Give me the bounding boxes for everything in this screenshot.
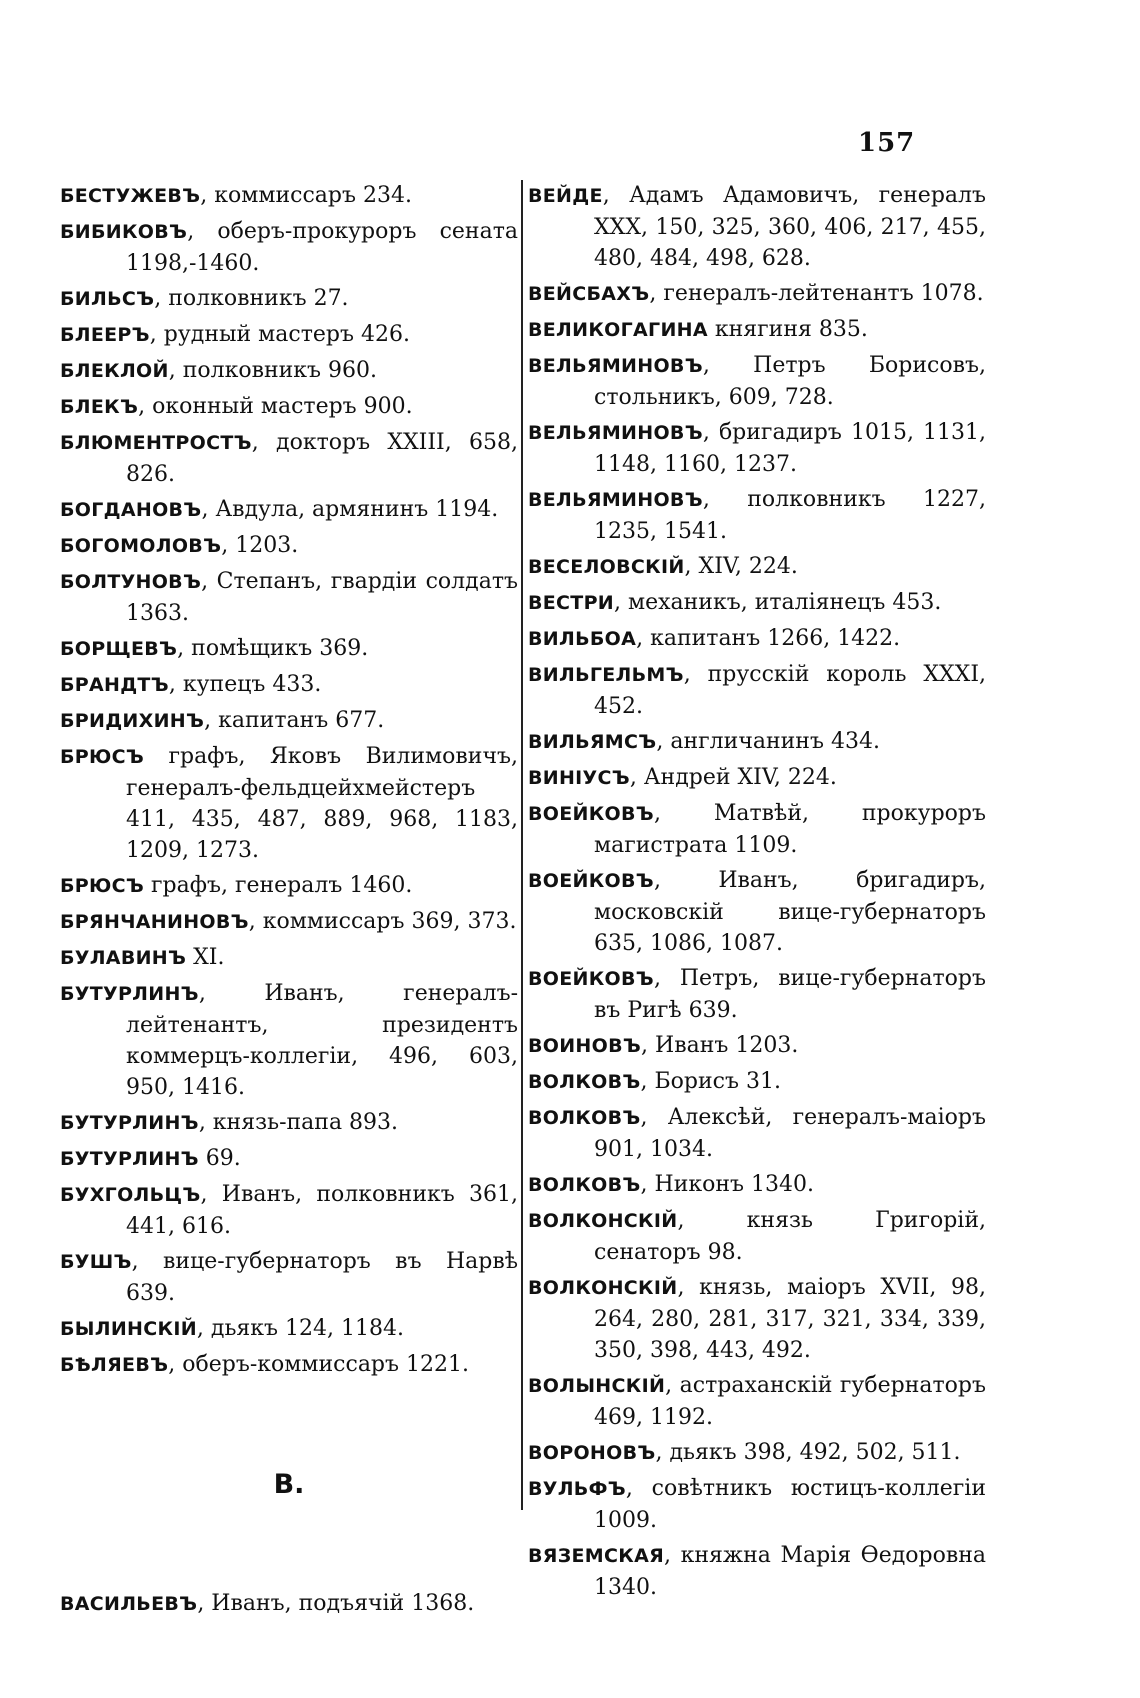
index-entry <box>528 798 986 861</box>
entry-details: , прусскій король XXXI, 452. <box>594 662 986 719</box>
index-entry <box>528 1205 986 1268</box>
entry-details: , докторъ XXIII, 658, 826. <box>126 430 518 487</box>
entry-headword: БЫЛИНСКІЙ <box>60 1318 197 1340</box>
entry-details: , Борисъ 31. <box>640 1069 781 1094</box>
index-entry <box>528 623 986 655</box>
index-entry <box>528 278 986 310</box>
entry-headword: БУТУРЛИНЪ <box>60 1148 199 1170</box>
entry-headword: ВОЕЙКОВЪ <box>528 803 654 825</box>
entry-headword: БЛЕЕРЪ <box>60 324 150 346</box>
index-entry <box>60 1179 518 1242</box>
index-entry <box>60 906 518 938</box>
entry-details: , полковникъ 27. <box>154 286 349 311</box>
index-entry <box>60 1246 518 1309</box>
entry-details: , бригадиръ 1015, 1131, 1148, 1160, 1237. <box>594 420 986 477</box>
left-column <box>60 180 518 1624</box>
index-entry <box>60 216 518 279</box>
index-entry <box>528 1066 986 1098</box>
entry-headword: ВИЛЬГЕЛЬМЪ <box>528 664 684 686</box>
entry-details: , Петръ Борисовъ, стольникъ, 609, 728. <box>594 353 986 410</box>
entry-details: , коммиссаръ 369, 373. <box>248 909 517 934</box>
entry-headword: ВЕСЕЛОВСКІЙ <box>528 556 685 578</box>
entry-details: , Иванъ 1203. <box>641 1033 799 1058</box>
section-v-entries <box>60 1588 518 1620</box>
index-entry <box>60 870 518 902</box>
entry-headword: БѢЛЯЕВЪ <box>60 1354 169 1376</box>
entry-details: , коммиссаръ 234. <box>200 183 412 208</box>
entry-details: , Иванъ, подъячій 1368. <box>197 1591 475 1616</box>
index-entry <box>528 1169 986 1201</box>
entry-headword: ВОЛЫНСКІЙ <box>528 1375 666 1397</box>
entry-headword: ВЕЙДЕ <box>528 185 603 207</box>
index-entry <box>528 1030 986 1062</box>
right-column <box>528 180 986 1607</box>
entry-headword: ВЕЙСБАХЪ <box>528 283 650 305</box>
index-entry <box>60 391 518 423</box>
entry-details: , оконный мастеръ 900. <box>138 394 413 419</box>
index-entry <box>528 659 986 722</box>
index-entry <box>60 942 518 974</box>
entry-headword: ВОЛКОВЪ <box>528 1071 641 1093</box>
index-entry <box>60 978 518 1103</box>
entry-headword: БУХГОЛЬЦЪ <box>60 1184 201 1206</box>
entry-headword: ВЕЛИКОГАГИНА <box>528 319 708 341</box>
index-entry <box>60 633 518 665</box>
entry-headword: ВОЕЙКОВЪ <box>528 870 654 892</box>
entry-details: , Степанъ, гвардіи солдатъ 1363. <box>126 569 518 626</box>
entry-headword: ВОЕЙКОВЪ <box>528 968 654 990</box>
entry-details: , купецъ 433. <box>168 672 322 697</box>
entry-headword: БИБИКОВЪ <box>60 221 188 243</box>
entry-details: , князь Григорій, сенаторъ 98. <box>594 1208 986 1265</box>
entry-details: , рудный мастеръ 426. <box>149 322 410 347</box>
entry-headword: БЕСТУЖЕВЪ <box>60 185 201 207</box>
index-entry <box>60 1107 518 1139</box>
index-entry <box>528 762 986 794</box>
entry-headword: БОГОМОЛОВЪ <box>60 535 222 557</box>
right-entries <box>528 180 986 1603</box>
entry-details: , Андрей XIV, 224. <box>629 765 837 790</box>
entry-headword: БОГДАНОВЪ <box>60 499 202 521</box>
entry-headword: ВИЛЬЯМСЪ <box>528 731 657 753</box>
entry-headword: БЛЕКЪ <box>60 396 139 418</box>
index-entry <box>60 530 518 562</box>
index-entry <box>60 705 518 737</box>
entry-details: , совѣтникъ юстицъ-коллегіи 1009. <box>594 1476 986 1533</box>
entry-headword: ВЕЛЬЯМИНОВЪ <box>528 355 703 377</box>
entry-headword: БЛЮМЕНТРОСТЪ <box>60 432 252 454</box>
index-entry <box>528 1102 986 1165</box>
entry-headword: ВОЛКОВЪ <box>528 1107 641 1129</box>
entry-details: 69. <box>198 1146 241 1171</box>
entry-headword: БОРЩЕВЪ <box>60 638 178 660</box>
entry-headword: БУТУРЛИНЪ <box>60 1112 199 1134</box>
index-entry <box>528 484 986 547</box>
index-entry <box>60 494 518 526</box>
entry-details: , англичанинъ 434. <box>656 729 880 754</box>
index-entry <box>60 319 518 351</box>
entry-headword: БИЛЬСЪ <box>60 288 155 310</box>
entry-details: , княжна Марія Ѳедоровна 1340. <box>594 1543 986 1600</box>
entry-details: , оберъ-коммиссаръ 1221. <box>168 1352 469 1377</box>
index-entry <box>60 741 518 866</box>
entry-headword: БРИДИХИНЪ <box>60 710 205 732</box>
index-entry <box>60 669 518 701</box>
entry-details: , дьякъ 398, 492, 502, 511. <box>655 1440 961 1465</box>
entry-headword: ВИЛЬБОА <box>528 628 637 650</box>
entry-headword: ВОРОНОВЪ <box>528 1442 656 1464</box>
entry-details: , помѣщикъ 369. <box>177 636 369 661</box>
index-entry <box>528 1473 986 1536</box>
entry-details: графъ, генералъ 1460. <box>144 873 413 898</box>
column-divider <box>521 180 523 1510</box>
index-entry <box>60 1588 518 1620</box>
entry-headword: БУТУРЛИНЪ <box>60 983 199 1005</box>
entry-headword: БРЮСЪ <box>60 875 145 897</box>
index-entry <box>60 1313 518 1345</box>
entry-details: , 1203. <box>221 533 299 558</box>
index-entry <box>60 427 518 490</box>
index-entry <box>528 1272 986 1366</box>
entry-details: , вице-губернаторъ въ Нарвѣ 639. <box>126 1249 518 1306</box>
index-entry <box>528 726 986 758</box>
index-entry <box>528 1437 986 1469</box>
entry-details: , генералъ-лейтенантъ 1078. <box>649 281 984 306</box>
entry-details: XI. <box>186 945 225 970</box>
entry-headword: БУЛАВИНЪ <box>60 947 187 969</box>
entry-details: , Иванъ, генералъ-лейтенантъ, президентъ коммерцъ-коллегіи, 496, 603, 950, 1416. <box>126 981 518 1100</box>
index-entry <box>528 551 986 583</box>
entry-details: , Матвѣй, прокуроръ магистрата 1109. <box>594 801 986 858</box>
section-letter: В. <box>273 1469 305 1500</box>
index-entry <box>528 1540 986 1603</box>
entry-details: , Авдулa, армянинъ 1194. <box>201 497 499 522</box>
entry-details: , дьякъ 124, 1184. <box>196 1316 404 1341</box>
index-entry <box>528 587 986 619</box>
entry-headword: БРЯНЧАНИНОВЪ <box>60 911 249 933</box>
index-entry <box>528 865 986 959</box>
index-entry <box>60 566 518 629</box>
index-entry <box>60 1349 518 1381</box>
entry-details: , астраханскій губернаторъ 469, 1192. <box>594 1373 986 1430</box>
entry-details: , князь, маіоръ XVII, 98, 264, 280, 281, 317, 321, 334, 339, 350, 398, 443, 492. <box>594 1275 986 1363</box>
entry-headword: ВЕЛЬЯМИНОВЪ <box>528 422 703 444</box>
entry-headword: ВИНІУСЪ <box>528 767 630 789</box>
index-entry <box>528 350 986 413</box>
left-entries <box>60 180 518 1381</box>
entry-details: , механикъ, италіянецъ 453. <box>614 590 942 615</box>
index-entry <box>60 355 518 387</box>
entry-headword: БЛЕКЛОЙ <box>60 360 169 382</box>
entry-headword: БОЛТУНОВЪ <box>60 571 202 593</box>
entry-headword: БРЮСЪ <box>60 746 145 768</box>
index-entry <box>60 1143 518 1175</box>
entry-details: , полковникъ 1227, 1235, 1541. <box>594 487 986 544</box>
entry-details: , Петръ, вице-губернаторъ въ Ригѣ 639. <box>594 966 986 1023</box>
index-entry <box>528 180 986 274</box>
entry-headword: ВАСИЛЬЕВЪ <box>60 1593 198 1615</box>
entry-details: , капитанъ 1266, 1422. <box>636 626 901 651</box>
entry-headword: ВЕЛЬЯМИНОВЪ <box>528 489 703 511</box>
index-entry <box>528 963 986 1026</box>
entry-details: княгиня 835. <box>707 317 868 342</box>
entry-details: , XIV, 224. <box>684 554 798 579</box>
entry-details: , Иванъ, бригадиръ, московскій вице-губернаторъ 635, 1086, 1087. <box>594 868 986 956</box>
entry-details: , Никонъ 1340. <box>640 1172 814 1197</box>
entry-details: графъ, Яковъ Вилимовичъ, генералъ-фельдцейхмейстеръ 411, 435, 487, 889, 968, 1183, 1209, 1273. <box>126 744 518 863</box>
entry-details: , оберъ-прокуроръ сената 1198,-1460. <box>126 219 518 276</box>
entry-headword: ВОЛКОНСКІЙ <box>528 1277 678 1299</box>
index-entry <box>528 417 986 480</box>
entry-details: , капитанъ 677. <box>204 708 385 733</box>
index-entry <box>528 1370 986 1433</box>
entry-headword: ВЯЗЕМСКАЯ <box>528 1545 665 1567</box>
page-number: 157 <box>858 128 916 158</box>
index-entry <box>528 314 986 346</box>
entry-details: , Адамъ Адамовичъ, генералъ XXX, 150, 325, 360, 406, 217, 455, 480, 484, 498, 628. <box>594 183 986 271</box>
entry-headword: БРАНДТЪ <box>60 674 169 696</box>
entry-details: , полковникъ 960. <box>168 358 378 383</box>
index-entry <box>60 283 518 315</box>
entry-details: , Иванъ, полковникъ 361, 441, 616. <box>126 1182 518 1239</box>
entry-headword: ВЕСТРИ <box>528 592 614 614</box>
entry-headword: ВУЛЬФЪ <box>528 1478 626 1500</box>
entry-details: , князь-папа 893. <box>198 1110 399 1135</box>
entry-details: , Алексѣй, генералъ-маіоръ 901, 1034. <box>594 1105 986 1162</box>
entry-headword: БУШЪ <box>60 1251 132 1273</box>
entry-headword: ВОЛКОНСКІЙ <box>528 1210 678 1232</box>
entry-headword: ВОЛКОВЪ <box>528 1174 641 1196</box>
entry-headword: ВОИНОВЪ <box>528 1035 642 1057</box>
index-entry <box>60 180 518 212</box>
